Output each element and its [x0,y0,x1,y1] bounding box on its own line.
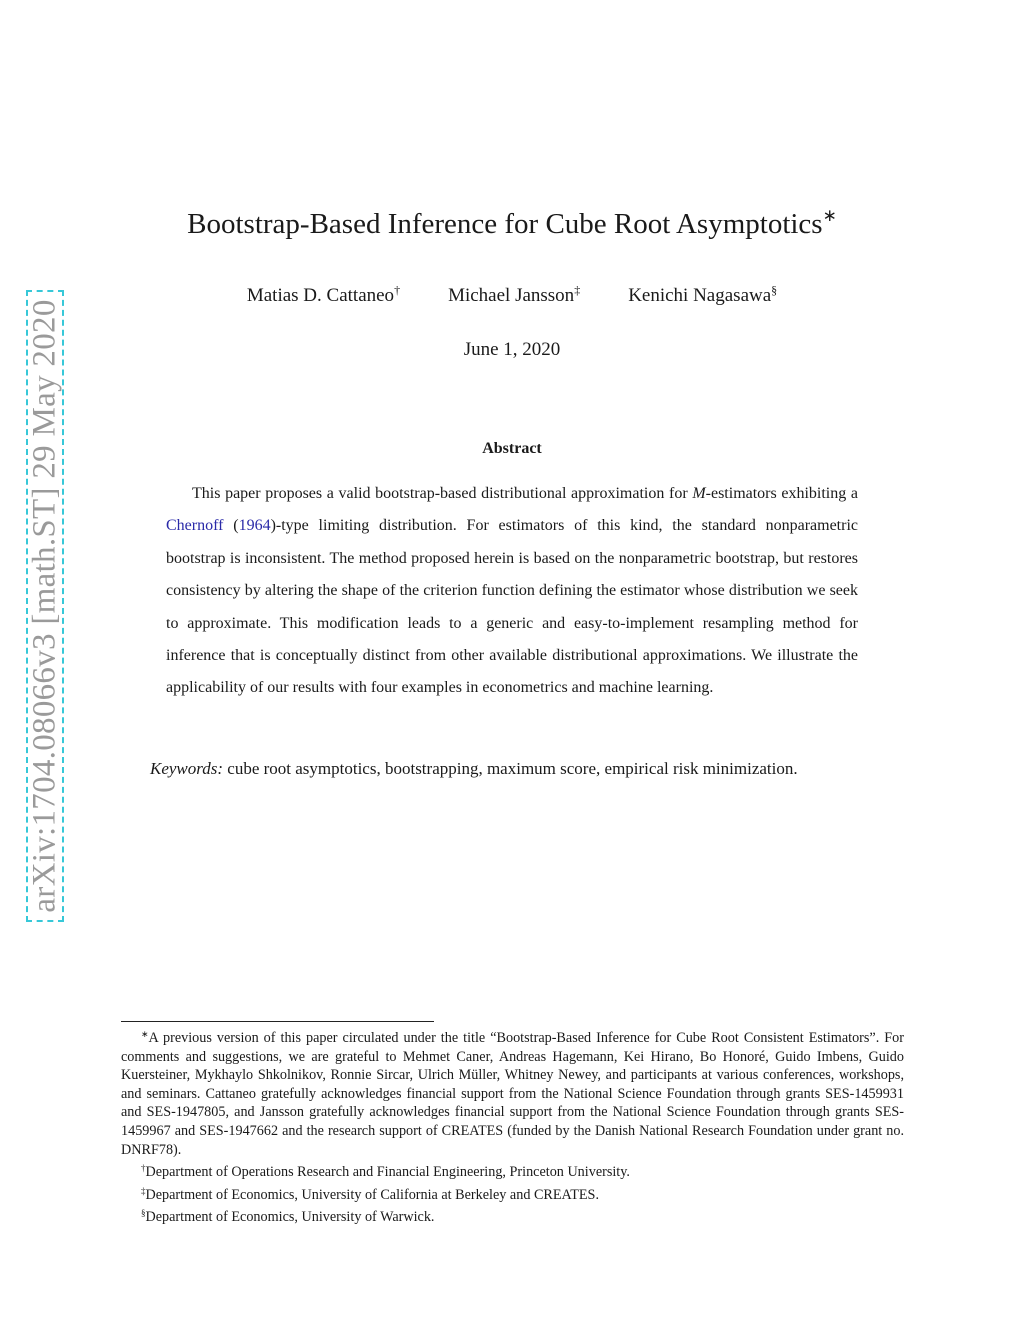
author [628,283,777,307]
author-list [0,283,1024,307]
footnote-mark: ∗ [141,1029,149,1039]
footnote-text: Department of Economics, University of Warwick. [145,1209,435,1226]
footnote-mark: § [141,1208,146,1219]
footnote [121,1159,904,1182]
footnote [121,1182,904,1205]
footnote-text: Department of Operations Research and Financial Engineering, Princeton University. [145,1164,630,1181]
arxiv-id-text: arXiv:1704.08066v3 [math.ST] 29 May 2020 [26,299,63,913]
abstract-text: -estimators exhibiting a [705,485,858,502]
author-name: Michael Jansson [448,285,575,306]
author-name: Kenichi Nagasawa [628,285,772,306]
paper-title-text: Bootstrap-Based Inference for Cube Root Asymptotics [187,208,823,240]
citation-year-link[interactable]: 1964 [238,517,271,535]
keywords-line [150,759,910,779]
author [247,283,400,307]
abstract-body [166,478,858,705]
author-footnote-mark[interactable]: ‡ [574,283,581,297]
citation-paren: ) [270,517,276,535]
footnote-divider [121,1021,434,1022]
citation-paren: ( [223,517,239,535]
author-footnote-mark[interactable]: § [771,283,778,297]
author-name: Matias D. Cattaneo [246,285,395,306]
footnote-text: A previous version of this paper circulated under the title “Bootstrap-Based Inference for Cube Root Consistent Estimators”. For comments and suggestions, we are grateful to Mehmet Caner, Andreas Hagemann, Kei Hirano, Bo Honoré, Guido Imbens, Guido Kuersteiner, Mykhaylo Shkolnikov, Ronnie Sircar, Ulrich Müller, Whitney Newey, and participants at various conferences, workshops, and seminars. Cattaneo gratefully acknowledges financial support from the National Science Foundation through grants SES-1459931 and SES-1947805, and Jansson gratefully acknowledges financial support from the National Science Foundation through grants SES-1459967 and SES-1947662 and the research support of CREATES (funded by the Danish National Research Foundation under grant no. DNRF78). [121,1030,904,1158]
paper-title [0,206,1024,241]
footnote [121,1025,904,1159]
citation-author-link[interactable]: Chernoff [166,517,224,535]
keywords-text: cube root asymptotics, bootstrapping, maximum score, empirical risk minimization. [227,759,798,778]
author-footnote-mark[interactable]: † [394,283,401,297]
abstract-text: -type limiting distribution. For estimators of this kind, the standard nonparametric bootstrap is inconsistent. The method proposed herein is based on the nonparametric bootstrap, but restores consistency by altering the shape of the criterion function defining the estimator whose distribution we seek to approximate. This modification leads to a generic and easy-to-implement resampling method for inference that is conceptually distinct from other available distributional approximations. We illustrate the applicability of our results with four examples in econometrics and machine learning. [166,517,859,697]
publication-date: June 1, 2020 [463,339,561,360]
abstract-text: This paper proposes a valid bootstrap-based distributional approximation for [192,485,693,502]
footnotes [121,1025,904,1227]
arxiv-id-stamp[interactable] [26,290,64,922]
footnote [121,1204,904,1227]
footnote-mark: ‡ [141,1185,146,1196]
keywords-label: Keywords: [150,759,224,778]
footnote-mark: † [141,1163,146,1174]
author [448,283,580,307]
math-symbol: M [692,485,706,502]
footnote-text: Department of Economics, University of California at Berkeley and CREATES. [145,1186,599,1203]
abstract-heading: Abstract [482,440,542,457]
title-footnote-mark[interactable]: ∗ [822,206,837,225]
